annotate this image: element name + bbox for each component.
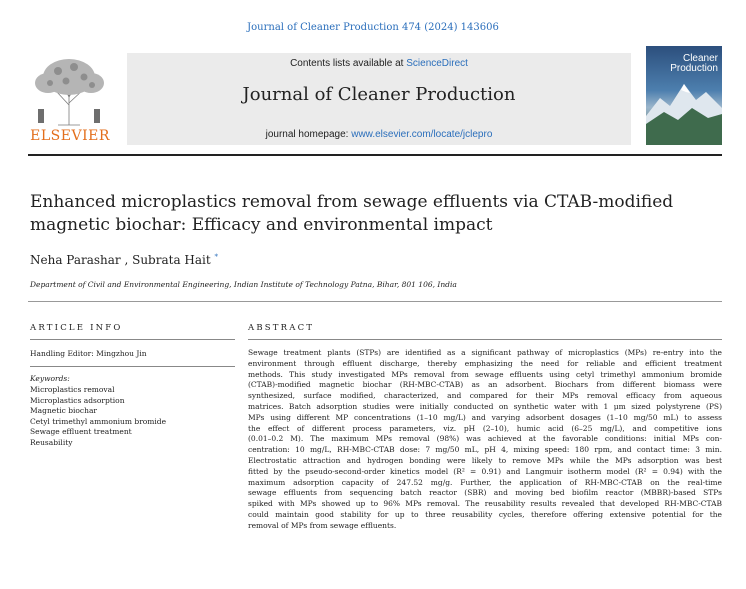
author-separator: , — [120, 253, 133, 267]
abstract-line: matrices. Batch adsorption studies were initially conducted on synthetic water with 1 μm sized polystyrene (PS) — [248, 401, 722, 411]
author-list — [30, 253, 218, 267]
abstract-line: could maintain good stability for up to three reusability cycles, therefore offering extensive potential for the — [248, 509, 722, 519]
handling-editor: Handling Editor: Mingzhou Jin — [30, 349, 147, 358]
article-info-heading: ARTICLE INFO — [30, 323, 123, 333]
elsevier-wordmark[interactable]: ELSEVIER — [30, 128, 110, 144]
cover-title-line2: Production — [670, 63, 718, 74]
contents-availability — [127, 58, 631, 69]
abstract-line: MPs using different MP concentrations (1–10 mg/L) and varying adsorbent dosages (1–10 mg/50 mL) to assess — [248, 412, 722, 422]
abstract-line: centration: 10 mg/L, RH-MBC-CTAB dose: 7 mg/50 mL, pH 4, mixing speed: 180 rpm, and contact time: 3 min. — [248, 445, 722, 455]
journal-homepage — [127, 129, 631, 140]
header-divider — [28, 154, 722, 156]
contents-prefix: Contents lists available at — [290, 58, 407, 69]
article-info-rule — [30, 339, 235, 340]
cover-title — [670, 54, 718, 74]
abstract-line: removal of MPs from sewage effluents. — [248, 520, 397, 530]
sciencedirect-link[interactable]: ScienceDirect — [406, 58, 468, 69]
abstract-heading: ABSTRACT — [248, 323, 315, 333]
abstract-line: spiked with MPs showed up to 96% MPs removal. The reusability results revealed that developed RH-MBC-CTAB — [248, 499, 722, 509]
title-line-1: Enhanced microplastics removal from sewage effluents via CTAB-modified — [30, 192, 674, 212]
article-title — [30, 191, 680, 237]
abstract-line: synthesized, surface modified, characterized, and compared for their MPs removal efficacy from aqueous — [248, 391, 722, 401]
homepage-link[interactable]: www.elsevier.com/locate/jclepro — [351, 129, 493, 140]
affiliation: Department of Civil and Environmental Engineering, Indian Institute of Technology Patna, Bihar, 801 106, India — [30, 280, 457, 289]
keyword: Sewage effluent treatment — [30, 427, 132, 436]
abstract-line: methods. This study investigated MPs removal from sewage effluents using cetyl trimethyl ammonium bromide — [248, 369, 722, 379]
keywords-list — [30, 385, 166, 448]
abstract-body — [248, 348, 722, 532]
journal-citation[interactable]: Journal of Cleaner Production 474 (2024) 143606 — [247, 22, 499, 33]
homepage-prefix: journal homepage: — [265, 129, 352, 140]
abstract-line: maximum adsorption capacity of 247.52 mg/g. Further, the application of RH-MBC-CTAB on the real-time — [248, 477, 722, 487]
keywords-label: Keywords: — [30, 374, 70, 383]
keyword: Cetyl trimethyl ammonium bromide — [30, 416, 167, 426]
affiliation-divider — [28, 301, 722, 302]
abstract-line: Electrostatic attraction and hydrogen bonding were likely to remove MPs while the MPs adsorption was best — [248, 455, 722, 465]
title-line-2: magnetic biochar: Efficacy and environmental impact — [30, 215, 493, 235]
abstract-line: (0.01–0.2 M). The maximum MPs removal (98%) was achieved at the favorable conditions: initial MPs con- — [248, 434, 722, 444]
journal-title: Journal of Cleaner Production — [242, 84, 516, 105]
abstract-rule — [248, 339, 722, 340]
keyword: Reusability — [30, 437, 73, 447]
author-2[interactable]: Subrata Hait — [132, 253, 211, 267]
keyword: Microplastics removal — [30, 385, 115, 394]
author-1[interactable]: Neha Parashar — [30, 253, 121, 267]
journal-cover-thumbnail[interactable] — [646, 46, 722, 145]
cover-title-line1: Cleaner — [682, 53, 718, 64]
abstract-line: Sewage treatment plants (STPs) are identified as a significant pathway of microplastics (MPs) re-entry into the — [248, 348, 722, 357]
keywords-rule — [30, 366, 235, 367]
abstract-line: sewage effluents from sequencing batch reactor (SBR) and moving bed biofilm reactor (MBBR)-based STPs — [248, 488, 722, 498]
abstract-line: fitted by the pseudo-second-order kinetics model (R² = 0.91) and Langmuir isotherm model (R² = 0.94) with the — [248, 466, 722, 476]
keyword: Microplastics adsorption — [30, 395, 125, 405]
abstract-line: environment through effluent discharge, thereby emphasizing the need for reliable and efficient treatment — [248, 358, 722, 368]
abstract-line: (CTAB)-modified magnetic biochar (RH-MBC-CTAB) as an adsorbent. Biochars from different biomass were — [248, 380, 722, 390]
abstract-line: the effect of different process parameters, viz. pH (2–10), humic acid (6–25 mg/L), and competitive ions — [248, 423, 722, 433]
keyword: Magnetic biochar — [30, 406, 98, 415]
corresponding-author-mark[interactable]: * — [214, 253, 219, 261]
